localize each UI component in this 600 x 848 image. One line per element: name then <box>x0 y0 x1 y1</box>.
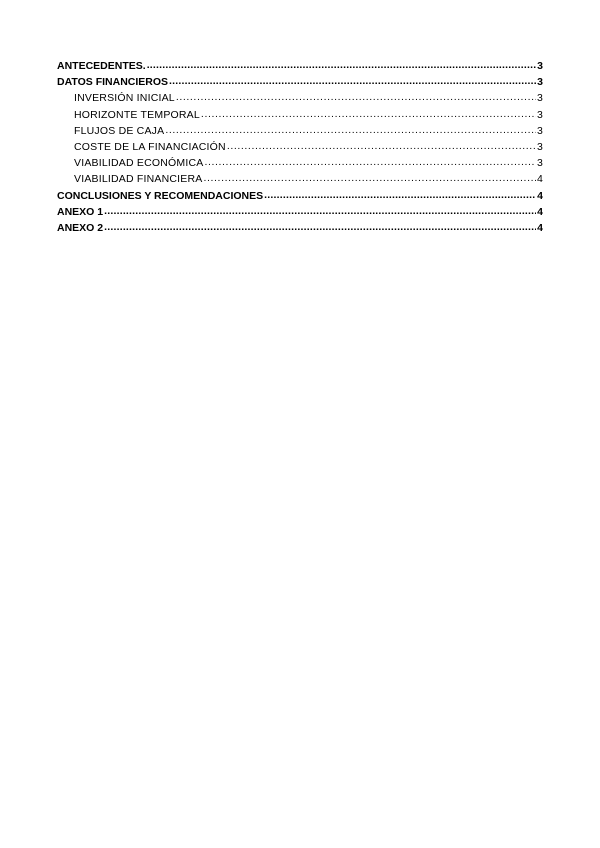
toc-page-number: 3 <box>536 140 543 153</box>
toc-dot-leader <box>104 220 536 235</box>
toc-entry-anexo-2[interactable] <box>57 220 543 236</box>
toc-entry-viabilidad-economica[interactable] <box>57 155 543 171</box>
toc-page-number: 4 <box>537 221 543 234</box>
toc-entry-viabilidad-financiera[interactable] <box>57 171 543 187</box>
toc-entry-conclusiones[interactable] <box>57 188 543 204</box>
toc-page-number: 3 <box>536 108 543 121</box>
toc-page-number: 3 <box>536 157 543 170</box>
toc-page-number: 3 <box>537 76 543 89</box>
toc-page-number: 4 <box>537 189 543 202</box>
toc-entry-label: INVERSIÓN INICIAL <box>74 92 175 105</box>
toc-dot-leader <box>104 204 536 219</box>
toc-entry-datos-financieros[interactable] <box>57 74 543 90</box>
toc-entry-label: CONCLUSIONES Y RECOMENDACIONES <box>57 189 264 202</box>
toc-entry-label: COSTE DE LA FINANCIACIÓN <box>74 140 226 153</box>
toc-page-number: 4 <box>537 205 543 218</box>
toc-entry-label: ANEXO 2 <box>57 221 104 234</box>
toc-dot-leader <box>264 188 536 203</box>
toc-page-number: 4 <box>536 173 543 186</box>
toc-page-number: 3 <box>537 60 543 72</box>
toc-dot-leader <box>169 74 536 89</box>
toc-entry-coste-financiacion[interactable] <box>57 139 543 155</box>
toc-dot-leader <box>165 123 536 138</box>
toc-entry-horizonte-temporal[interactable] <box>57 107 543 123</box>
toc-page-number: 3 <box>536 92 543 105</box>
toc-dot-leader <box>147 58 536 73</box>
toc-entry-label: VIABILIDAD FINANCIERA <box>74 173 203 186</box>
toc-entry-label: HORIZONTE TEMPORAL <box>74 108 200 121</box>
toc-entry-label: ANEXO 1 <box>57 205 104 218</box>
toc-dot-leader <box>204 155 536 170</box>
toc-dot-leader <box>227 139 536 154</box>
toc-page-number: 3 <box>536 124 543 137</box>
toc-entry-label: VIABILIDAD ECONÓMICA <box>74 157 204 170</box>
toc-dot-leader <box>203 171 535 186</box>
toc-entry-antecedentes[interactable] <box>57 58 543 74</box>
toc-entry-flujos-de-caja[interactable] <box>57 123 543 139</box>
toc-dot-leader <box>201 107 536 122</box>
toc-entry-label: FLUJOS DE CAJA <box>74 124 165 137</box>
toc-entry-anexo-1[interactable] <box>57 204 543 220</box>
table-of-contents <box>57 58 543 236</box>
toc-entry-label: DATOS FINANCIEROS <box>57 76 169 89</box>
toc-dot-leader <box>176 90 536 105</box>
toc-entry-label: ANTECEDENTES. <box>57 60 146 72</box>
toc-entry-inversion-inicial[interactable] <box>57 90 543 106</box>
